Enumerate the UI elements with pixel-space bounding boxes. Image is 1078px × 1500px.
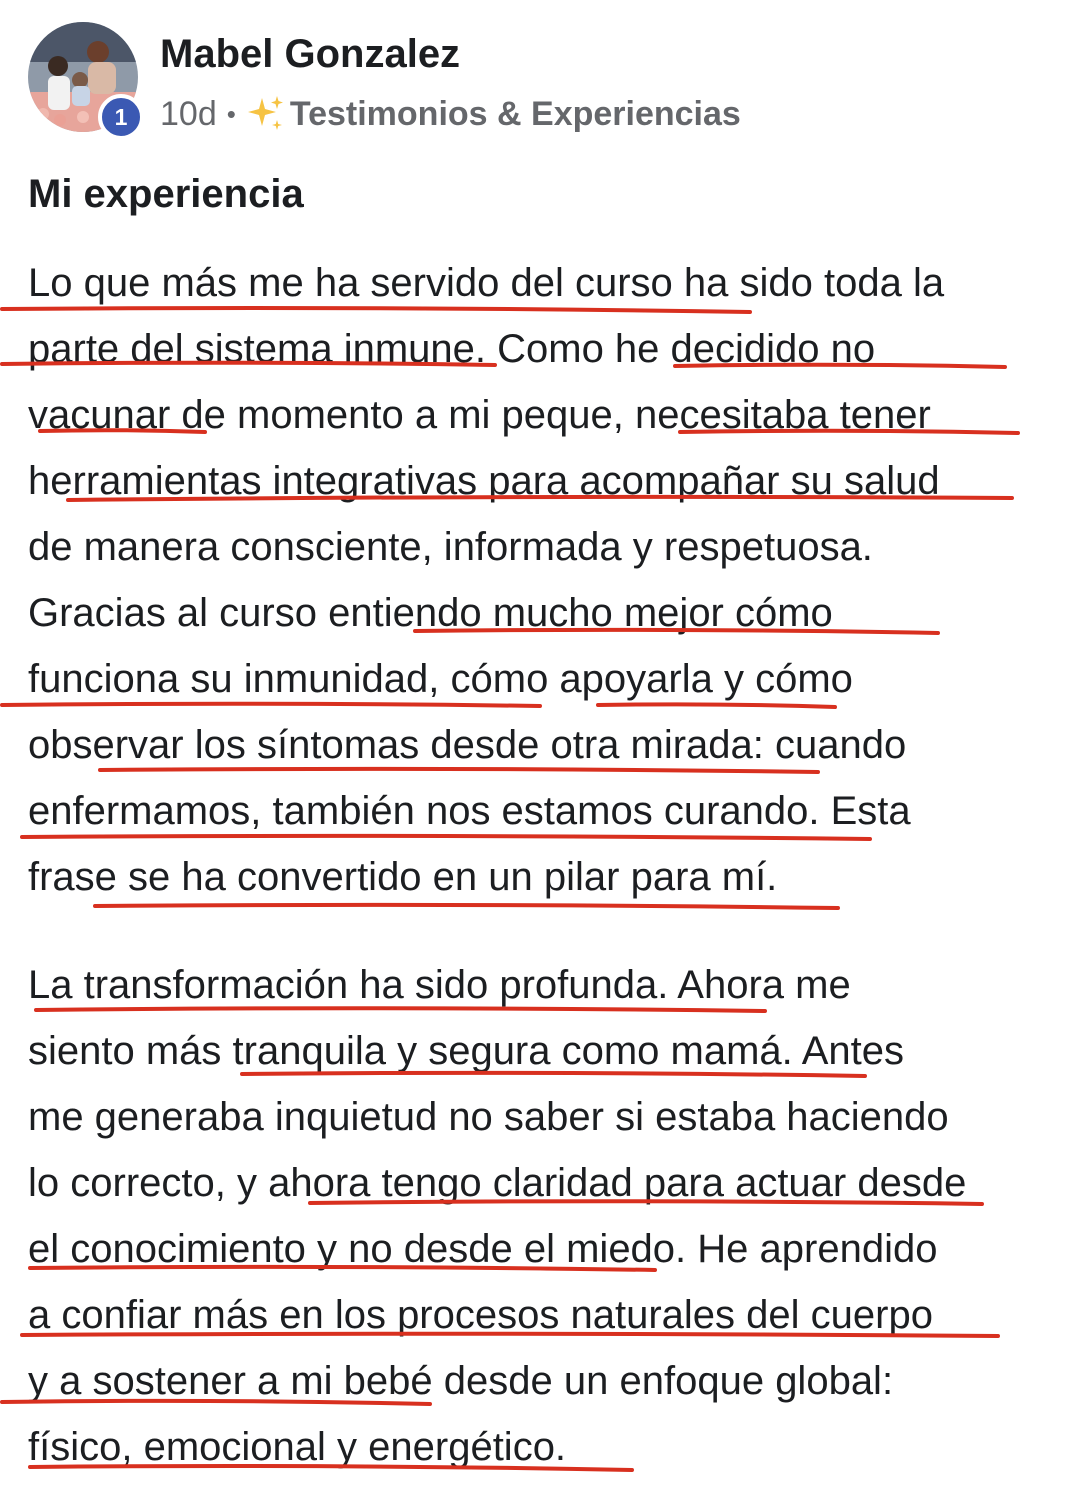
text-line: parte del sistema inmune. Como he decidido no	[28, 327, 876, 371]
text-line: lo correcto, y ahora tengo claridad para actuar desde	[28, 1161, 967, 1205]
text-line: enfermamos, también nos estamos curando. Esta	[28, 789, 911, 833]
text-line: físico, emocional y energético.	[28, 1425, 567, 1469]
meta-separator: •	[226, 98, 236, 129]
post-meta	[160, 94, 741, 134]
text-line: La transformación ha sido profunda. Ahora me	[28, 963, 851, 1007]
text-line: funciona su inmunidad, cómo apoyarla y cómo	[28, 657, 853, 701]
text-line: observar los síntomas desde otra mirada: cuando	[28, 723, 907, 767]
text-line: me generaba inquietud no saber si estaba haciendo	[28, 1095, 949, 1139]
post-title: Mi experiencia	[28, 172, 304, 216]
text-line: a confiar más en los procesos naturales del cuerpo	[28, 1293, 933, 1337]
text-line: Gracias al curso entiendo mucho mejor cómo	[28, 591, 833, 635]
underline-stroke	[2, 704, 540, 706]
sparkles-icon	[246, 94, 286, 134]
author-name[interactable]: Mabel Gonzalez	[160, 32, 461, 76]
group-name[interactable]: Testimonios & Experiencias	[289, 94, 741, 133]
post-time[interactable]: 10d	[160, 94, 217, 133]
text-line: herramientas integrativas para acompañar su salud	[28, 459, 940, 503]
text-line: de manera consciente, informada y respetuosa.	[28, 525, 873, 569]
text-line: y a sostener a mi bebé desde un enfoque global:	[28, 1359, 894, 1403]
text-line: siento más tranquila y segura como mamá. Antes	[28, 1029, 904, 1073]
underline-stroke	[598, 704, 835, 707]
notification-badge: 1	[98, 94, 144, 140]
text-line: Lo que más me ha servido del curso ha sido toda la	[28, 261, 945, 305]
underline-stroke	[95, 905, 838, 908]
text-line: el conocimiento y no desde el miedo. He aprendido	[28, 1227, 938, 1271]
underline-stroke	[100, 769, 818, 772]
underline-stroke	[22, 836, 870, 839]
text-line: vacunar de momento a mi peque, necesitaba tener	[28, 393, 931, 437]
text-line: frase se ha convertido en un pilar para mí.	[28, 855, 778, 899]
post-header	[28, 22, 1048, 142]
underline-stroke	[2, 308, 750, 312]
